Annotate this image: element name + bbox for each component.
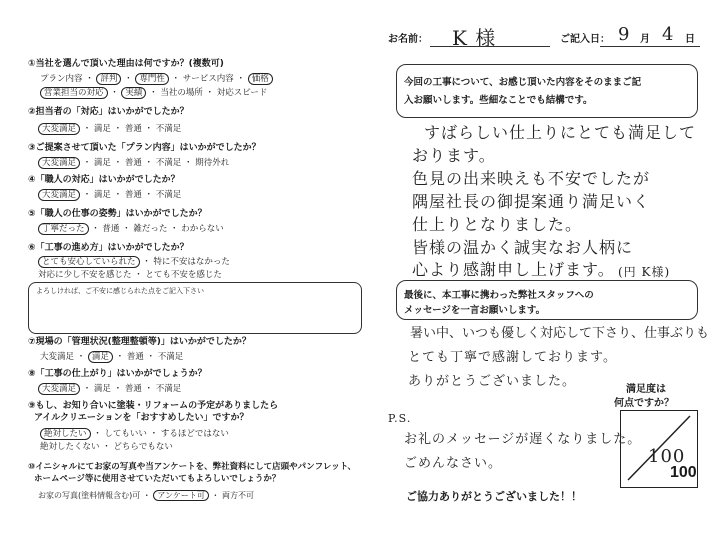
q1-option-expertise[interactable]: 専門性 <box>135 73 169 85</box>
q1-option-plan[interactable]: プラン内容 <box>40 74 83 84</box>
q2-option-average[interactable]: 普通 <box>124 124 142 134</box>
staff-message-line-3: ありがとうございました。 <box>408 374 577 389</box>
comment-prompt-box <box>396 64 698 118</box>
comment-line-3: 色見の出来映えも不安でしたが <box>412 169 651 188</box>
ps-label: P.S. <box>388 412 412 425</box>
month-value: 9 <box>618 24 631 45</box>
day-unit: 日 <box>685 34 695 45</box>
q7-option-average[interactable]: 普通 <box>126 352 144 362</box>
q2-option-very-satisfied[interactable]: 大変満足 <box>38 123 80 135</box>
q1-option-service[interactable]: サービス内容 <box>182 74 234 84</box>
ps-line-2: ごめんなさい。 <box>404 456 503 471</box>
comment-prompt-line2: 入お願いします。些細なことでも結構です。 <box>404 95 593 106</box>
q3-option-satisfied[interactable]: 満足 <box>93 158 111 168</box>
date-underline <box>600 46 700 47</box>
q9-title-line1: ⑨もし、お知り合いに塗装・リフォームの予定がありましたら <box>28 401 279 411</box>
q7-option-very-satisfied[interactable]: 大変満足 <box>40 352 75 362</box>
name-label: お名前： <box>388 34 428 45</box>
comment-line-1: すばらしい仕上りにとても満足して <box>424 123 697 142</box>
q3-option-average[interactable]: 普通 <box>124 158 142 168</box>
q8-option-very-satisfied[interactable]: 大変満足 <box>38 383 80 395</box>
q5-option-polite[interactable]: 丁寧だった <box>38 223 89 235</box>
q5-options: 丁寧だった ・ 普通 ・ 雑だった ・ わからない <box>38 222 224 234</box>
q9-option-maybe[interactable]: してもいい <box>104 429 147 439</box>
q4-option-average[interactable]: 普通 <box>124 190 142 200</box>
name-underline <box>430 46 550 47</box>
score-label-line2: 何点ですか？ <box>614 398 674 409</box>
q8-option-average[interactable]: 普通 <box>124 384 142 394</box>
comment-line-5: 仕上りとなりました。 <box>412 215 583 234</box>
q6-option-very-worried[interactable]: とても不安を感じた <box>145 270 222 280</box>
q6-comment-label: よろしければ、ご不安に感じられた点をご記入下さい <box>36 287 204 295</box>
q7-options: 大変満足 ・ 満足 ・ 普通 ・ 不満足 <box>40 352 184 362</box>
q9-options-line1: 絶対したい ・ してもいい ・ するほどではない <box>40 427 229 439</box>
q1-option-reputation[interactable]: 評判 <box>96 73 121 85</box>
comment-line-6: 皆様の温かく誠実なお人柄に <box>412 238 634 257</box>
staff-message-line-2: とても丁寧で感謝しております。 <box>408 350 617 365</box>
q4-option-unsatisfied[interactable]: 不満足 <box>155 190 182 200</box>
q10-option-neither[interactable]: 両方不可 <box>221 491 254 500</box>
score-label-line1: 満足度は <box>626 384 666 395</box>
q9-option-definitely-not[interactable]: 絶対したくない <box>40 442 100 452</box>
q6-options-line1: とても安心していられた ・ 特に不安はなかった <box>38 255 230 267</box>
q6-option-reassured[interactable]: とても安心していられた <box>38 256 140 268</box>
q8-title: ⑧「工事の仕上がり」はいかがでしょうか？ <box>28 369 207 379</box>
date-label: ご記入日： <box>560 34 610 45</box>
q1-option-sales[interactable]: 営業担当の対応 <box>40 87 108 99</box>
q3-option-very-satisfied[interactable]: 大変満足 <box>38 157 80 169</box>
q7-option-satisfied[interactable]: 満足 <box>88 351 113 363</box>
q3-options: 大変満足 ・ 満足 ・ 普通 ・ 不満足 ・ 期待外れ <box>38 156 229 168</box>
q10-option-survey[interactable]: アンケート可 <box>153 490 209 501</box>
month-unit: 月 <box>640 34 650 45</box>
q3-option-unsatisfied[interactable]: 不満足 <box>155 158 182 168</box>
comment-prompt-line1: 今回の工事について、お感じ頂いた内容をそのままご記 <box>404 77 642 88</box>
q9-option-not-really[interactable]: するほどではない <box>160 429 229 439</box>
q8-options: 大変満足 ・ 満足 ・ 普通 ・ 不満足 <box>38 382 181 394</box>
q9-option-neither[interactable]: どちらでもない <box>113 442 173 452</box>
q7-option-unsatisfied[interactable]: 不満足 <box>157 352 184 362</box>
q1-option-speed[interactable]: 対応スピード <box>216 88 268 98</box>
q3-option-disappointing[interactable]: 期待外れ <box>195 158 230 168</box>
q1-option-price[interactable]: 価格 <box>248 73 273 85</box>
q1-options-line2: 営業担当の対応 ・ 実績 ・ 当社の場所 ・ 対応スピード <box>40 86 267 98</box>
score-handwritten: 100 <box>648 446 686 467</box>
score-max: 100 <box>670 464 697 481</box>
q9-option-definitely[interactable]: 絶対したい <box>40 428 91 440</box>
q10-title-line1: ⑩イニシャルにてお家の写真や当アンケートを、弊社資料にして店頭やパンフレット、 <box>28 462 356 472</box>
q2-option-unsatisfied[interactable]: 不満足 <box>155 124 182 134</box>
name-value: K 様 <box>452 26 497 50</box>
q5-option-sloppy[interactable]: 雑だった <box>133 224 168 234</box>
q4-title: ④「職人の対応」はいかがでしたか？ <box>28 175 180 185</box>
staff-message-prompt-line2: メッセージを一言お願いします。 <box>404 305 546 316</box>
q10-option-photo[interactable]: お家の写真(塗料情報含む)可 <box>38 491 141 500</box>
q8-option-unsatisfied[interactable]: 不満足 <box>155 384 182 394</box>
q1-title: ①当社を選んで頂いた理由は何ですか？(複数可) <box>28 59 224 69</box>
q6-options-line2: 対応に少し不安を感じた ・ とても不安を感じた <box>38 270 222 280</box>
q10-options: お家の写真(塗料情報含む)可 ・ アンケート可 ・ 両方不可 <box>38 491 254 500</box>
comment-signature: (円 K様) <box>618 265 671 279</box>
q6-option-no-worry[interactable]: 特に不安はなかった <box>153 257 230 267</box>
q5-title: ⑤「職人の仕事の姿勢」はいかがでしたか？ <box>28 209 207 219</box>
q4-options: 大変満足 ・ 満足 ・ 普通 ・ 不満足 <box>38 188 181 200</box>
q5-option-average[interactable]: 普通 <box>102 224 120 234</box>
q10-title-line2: ホームページ等に使用させていただいてもよろしいでしょうか？ <box>34 474 281 484</box>
q2-option-satisfied[interactable]: 満足 <box>93 124 111 134</box>
day-value: 4 <box>662 24 675 45</box>
q1-option-location[interactable]: 当社の場所 <box>160 88 203 98</box>
q2-options: 大変満足 ・ 満足 ・ 普通 ・ 不満足 <box>38 122 181 134</box>
q9-title-line2: アイルクリエーションを「おすすめしたい」ですか？ <box>34 413 249 423</box>
q1-option-record[interactable]: 実績 <box>121 87 146 99</box>
q3-title: ③ご提案させて頂いた「プラン内容」はいかがでしたか？ <box>28 143 261 153</box>
q6-option-slight-worry[interactable]: 対応に少し不安を感じた <box>38 270 132 280</box>
thanks-message: ご協力ありがとうございました！！ <box>406 490 582 503</box>
q2-title: ②担当者の「対応」はいかがでしたか？ <box>28 107 189 117</box>
q5-option-unknown[interactable]: わからない <box>181 224 224 234</box>
staff-message-prompt-line1: 最後に、本工事に携わった弊社スタッフへの <box>404 290 594 301</box>
ps-line-1: お礼のメッセージが遅くなりました。 <box>404 432 642 447</box>
comment-line-2: おります。 <box>412 146 496 165</box>
staff-message-line-1: 暑い中、いつも優しく対応して下さり、仕事ぶりも <box>410 326 710 341</box>
q6-title: ⑥「工事の進め方」はいかがでしたか？ <box>28 243 189 253</box>
q7-title: ⑦現場の「管理状況(整理整頓等)」はいかがでしたか？ <box>28 337 251 347</box>
comment-line-4: 隅屋社長の御提案通り満足いく <box>412 192 651 211</box>
q4-option-very-satisfied[interactable]: 大変満足 <box>38 189 80 201</box>
q1-options-line1: プラン内容 ・ 評判 ・ 専門性 ・ サービス内容 ・ 価格 <box>40 72 273 84</box>
q4-option-satisfied[interactable]: 満足 <box>93 190 111 200</box>
q9-options-line2: 絶対したくない ・ どちらでもない <box>40 442 173 452</box>
comment-line-7: 心より感謝申し上げます。 <box>412 260 615 279</box>
q8-option-satisfied[interactable]: 満足 <box>93 384 111 394</box>
